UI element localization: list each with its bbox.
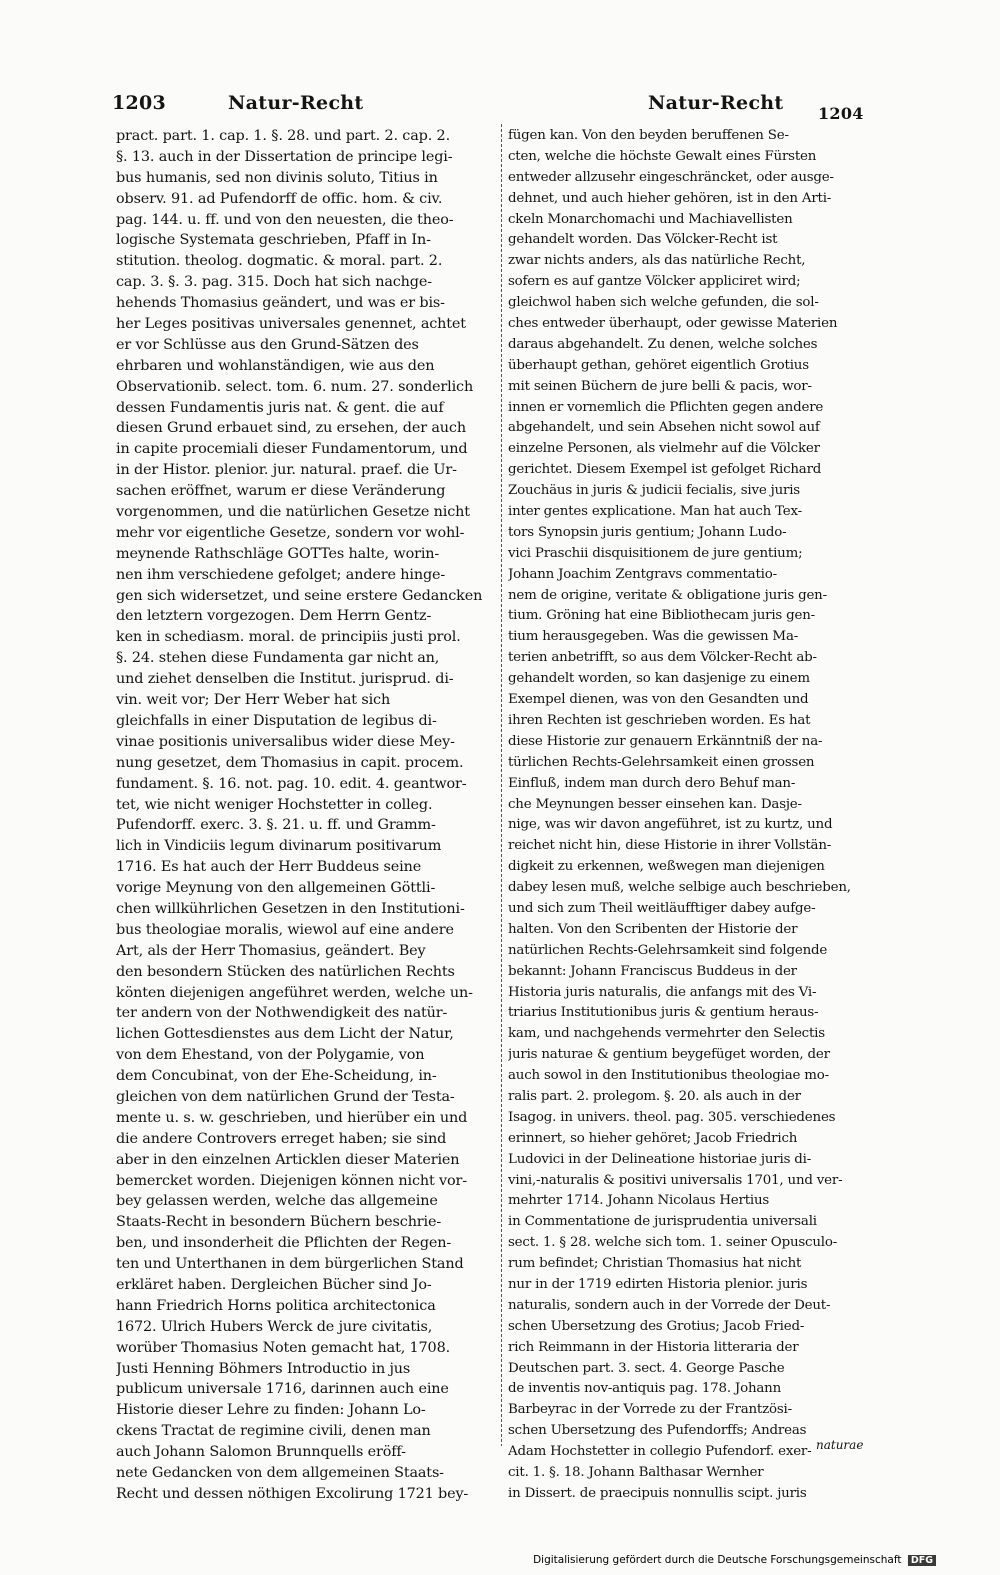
text-line: vorgenommen, und die natürlichen Gesetze nicht	[116, 504, 470, 521]
text-line: dem Concubinat, von der Ehe-Scheidung, in-	[116, 1068, 437, 1085]
text-line: de inventis nov-antiquis pag. 178. Johann	[508, 1381, 782, 1397]
text-line: observ. 91. ad Pufendorff de offic. hom. & civ.	[116, 190, 443, 207]
digitization-footer	[533, 1554, 936, 1566]
text-line: Pufendorff. exerc. 3. §. 21. u. ff. und Gramm-	[116, 817, 436, 834]
text-line: gleichen von dem natürlichen Grund der Testa-	[116, 1088, 455, 1105]
text-line: auch Johann Salomon Brunnquells eröff-	[116, 1444, 406, 1461]
text-line: könten diejenigen angeführet werden, welche un-	[116, 984, 473, 1001]
text-line: 1672. Ulrich Hubers Werck de jure civitatis,	[116, 1318, 433, 1335]
text-line: sect. 1. § 28. welche sich tom. 1. seiner Opusculo-	[508, 1235, 838, 1251]
text-line: ben, und insonderheit die Pflichten der Regen-	[116, 1235, 452, 1252]
text-line: erinnert, so hieher gehöret; Jacob Friedrich	[508, 1130, 798, 1146]
text-line: den letztern vorgezogen. Dem Herrn Gentz-	[116, 608, 432, 625]
text-line: her Leges positivas universales genennet, achtet	[116, 316, 466, 333]
text-line: gehandelt worden. Das Völcker-Recht ist	[508, 232, 778, 248]
text-line: einzelne Personen, als vielmehr auf die Völcker	[508, 441, 820, 457]
text-line: ken in schediasm. moral. de principiis justi prol.	[116, 629, 461, 646]
text-line: nete Gedancken von dem allgemeinen Staats-	[116, 1465, 444, 1481]
text-line: von dem Ehestand, von der Polygamie, von	[116, 1047, 425, 1064]
text-line: ckens Tractat de regimine civili, denen man	[116, 1423, 431, 1440]
text-line: tium. Gröning hat eine Bibliothecam juris gen-	[508, 608, 815, 624]
page-number-right: 1204	[818, 104, 864, 123]
text-line: Ludovici in der Delineatione historiae juris di-	[508, 1151, 812, 1167]
text-line: tium herausgegeben. Was die gewissen Ma-	[508, 629, 799, 645]
text-line: tet, wie nicht weniger Hochstetter in colleg.	[116, 796, 433, 813]
text-line: vinae positionis universalibus wider diese Mey-	[116, 733, 455, 750]
text-line: vini,-naturalis & positivi universalis 1701, und ver-	[508, 1172, 843, 1188]
text-line: juris naturae & gentium beygefüget worden, der	[508, 1047, 830, 1063]
text-line: rich Reimmann in der Historia litteraria der	[508, 1339, 799, 1355]
text-line: vorige Meynung von den allgemeinen Göttli-	[116, 880, 436, 897]
text-line: nung gesetzet, dem Thomasius in capit. procem.	[116, 754, 464, 771]
text-line: cap. 3. §. 3. pag. 315. Doch hat sich nachge-	[116, 274, 432, 291]
text-line: terien anbetrifft, so aus dem Völcker-Recht ab-	[508, 650, 817, 666]
text-line: mit seinen Büchern de jure belli & pacis, wor-	[508, 378, 812, 394]
text-line: entweder allzusehr eingeschräncket, oder ausge-	[508, 169, 834, 185]
text-line: vin. weit vor; Der Herr Weber hat sich	[116, 692, 391, 709]
text-line: ches entweder überhaupt, oder gewisse Materien	[508, 316, 838, 332]
text-line: schen Ubersetzung des Pufendorffs; Andreas	[508, 1423, 807, 1439]
text-line: gleichwol haben sich welche gefunden, die sol-	[508, 295, 819, 311]
text-line: daraus abgehandelt. Zu denen, welche solches	[508, 336, 818, 352]
running-head-right: Natur-Recht	[648, 92, 784, 114]
text-line: Exempel dienen, was von den Gesandten und	[508, 692, 809, 708]
text-line: Recht und dessen nöthigen Excolirung 1721 bey-	[116, 1485, 469, 1502]
text-line: kam, und nachgehends vermehrter den Selectis	[508, 1026, 825, 1042]
text-line: Historia juris naturalis, die anfangs mit des Vi-	[508, 984, 817, 1000]
text-line: gen sich widersetzet, und seine erstere Gedancken	[116, 587, 483, 604]
text-line: pract. part. 1. cap. 1. §. 28. und part. 2. cap. 2.	[116, 128, 450, 144]
text-line: nige, was wir davon angeführet, ist zu kurtz, und	[508, 817, 833, 833]
text-line: gleichfalls in einer Disputation de legibus di-	[116, 712, 437, 729]
text-line: cit. 1. §. 18. Johann Balthasar Wernher	[508, 1465, 764, 1480]
text-line: überhaupt gethan, gehöret eigentlich Grotius	[508, 357, 809, 373]
text-line: und sich zum Theil weitläufftiger dabey aufge-	[508, 900, 816, 916]
text-line: lichen Gottesdienstes aus dem Licht der Natur,	[116, 1026, 454, 1043]
text-line: gerichtet. Diesem Exempel ist gefolget Richard	[508, 462, 822, 478]
text-line: hehends Thomasius geändert, und was er bis-	[116, 295, 445, 312]
text-line: innen er vornemlich die Pflichten gegen andere	[508, 399, 824, 415]
text-line: bus theologiae moralis, wiewol auf eine andere	[116, 921, 454, 938]
text-line: stitution. theolog. dogmatic. & moral. part. 2.	[116, 253, 443, 270]
text-line: reichet nicht hin, diese Historie in ihrer Vollstän-	[508, 838, 832, 854]
text-line: auch sowol in den Institutionibus theologiae mo-	[508, 1068, 829, 1084]
column-divider	[501, 124, 502, 1446]
text-line: diese Historie zur genauern Erkänntniß der na-	[508, 733, 823, 749]
text-line: ter andern von der Nothwendigkeit des natür-	[116, 1005, 448, 1022]
text-line: triarius Institutionibus juris & gentium heraus-	[508, 1005, 819, 1021]
footer-text: Digitalisierung gefördert durch die Deutsche Forschungsgemeinschaft	[533, 1554, 902, 1566]
right-column	[508, 126, 856, 1505]
text-line: den besondern Stücken des natürlichen Rechts	[116, 963, 455, 980]
text-line: Justi Henning Böhmers Introductio in jus	[116, 1360, 411, 1377]
text-line: sachen eröffnet, warum er diese Veränderung	[116, 483, 446, 500]
text-line: bus humanis, sed non divinis soluto, Titius in	[116, 169, 438, 186]
text-line: Historie dieser Lehre zu finden: Johann Lo-	[116, 1402, 426, 1419]
text-line: in capite procemiali dieser Fundamentorum, und	[116, 441, 468, 458]
text-line: lich in Vindiciis legum divinarum positivarum	[116, 838, 442, 855]
text-line: dabey lesen muß, welche selbige auch beschrieben,	[508, 880, 851, 896]
text-line: vici Praschii disquisitionem de jure gentium;	[508, 545, 803, 561]
text-line: aber in den einzelnen Articklen dieser Materien	[116, 1151, 460, 1168]
text-line: Einfluß, indem man durch dero Behuf man-	[508, 775, 796, 791]
text-line: die andere Controvers erreget haben; sie sind	[116, 1130, 447, 1147]
text-line: und ziehet denselben die Institut. jurisprud. di-	[116, 671, 454, 688]
text-line: Zouchäus in juris & judicii fecialis, sive juris	[508, 483, 800, 499]
text-line: digkeit zu erkennen, weßwegen man diejenigen	[508, 859, 825, 875]
text-line: ten und Unterthanen in dem bürgerlichen Stand	[116, 1256, 464, 1273]
text-line: worüber Thomasius Noten gemacht hat, 1708.	[116, 1339, 450, 1356]
text-line: hann Friedrich Horns politica architectonica	[116, 1297, 436, 1314]
text-line: in der Histor. plenior. jur. natural. praef. die Ur-	[116, 462, 457, 479]
left-column	[116, 126, 498, 1505]
text-line: cten, welche die höchste Gewalt eines Fürsten	[508, 148, 817, 164]
text-line: er vor Schlüsse aus den Grund-Sätzen des	[116, 336, 419, 353]
text-line: Isagog. in univers. theol. pag. 305. verschiedenes	[508, 1109, 836, 1125]
text-line: Observationib. select. tom. 6. num. 27. sonderlich	[116, 378, 474, 395]
text-line: fügen kan. Von den beyden beruffenen Se-	[508, 128, 789, 143]
text-line: zwar nichts anders, als das natürliche Recht,	[508, 253, 806, 269]
text-line: dehnet, und auch hieher gehören, ist in den Arti-	[508, 190, 832, 206]
text-line: sofern es auf gantze Völcker appliciret wird;	[508, 274, 801, 290]
text-line: inter gentes explicatione. Man hat auch Tex-	[508, 504, 802, 520]
running-head-left: Natur-Recht	[228, 92, 364, 114]
text-line: Barbeyrac in der Vorrede zu der Frantzösi-	[508, 1402, 792, 1418]
text-line: bey gelassen werden, welche das allgemeine	[116, 1193, 438, 1210]
text-line: ralis part. 2. prolegom. §. 20. als auch in der	[508, 1088, 801, 1104]
text-line: chen willkührlichen Gesetzen in den Institutioni-	[116, 900, 465, 917]
text-line: dessen Fundamentis juris nat. & gent. die auf	[116, 399, 444, 416]
text-line: nem de origine, veritate & obligatione juris gen-	[508, 587, 827, 603]
text-line: Deutschen part. 3. sect. 4. George Pasche	[508, 1360, 785, 1376]
text-line: bemercket worden. Diejenigen können nicht vor-	[116, 1172, 467, 1189]
text-line: pag. 144. u. ff. und von den neuesten, die theo-	[116, 211, 454, 228]
text-line: tors Synopsin juris gentium; Johann Ludo-	[508, 524, 787, 540]
text-line: diesen Grund erbauet sind, zu ersehen, der auch	[116, 420, 466, 437]
text-line: 1716. Es hat auch der Herr Buddeus seine	[116, 859, 422, 876]
text-line: in Dissert. de praecipuis nonnullis scipt. juris	[508, 1485, 807, 1501]
catchword: naturae	[816, 1438, 864, 1452]
text-line: rum befindet; Christian Thomasius hat nicht	[508, 1256, 802, 1272]
text-line: mehrter 1714. Johann Nicolaus Hertius	[508, 1193, 770, 1209]
text-line: logische Systemata geschrieben, Pfaff in In-	[116, 232, 431, 249]
text-line: abgehandelt, und sein Absehen nicht sowol auf	[508, 420, 820, 436]
text-line: Staats-Recht in besondern Büchern beschrie-	[116, 1214, 442, 1231]
text-line: mente u. s. w. geschrieben, und hierüber ein und	[116, 1109, 468, 1126]
text-line: türlichen Rechts-Gelehrsamkeit einen grossen	[508, 754, 815, 770]
text-line: erkläret haben. Dergleichen Bücher sind Jo-	[116, 1276, 432, 1293]
text-line: publicum universale 1716, darinnen auch eine	[116, 1381, 449, 1398]
text-line: ehrbaren und wohlanständigen, wie aus den	[116, 357, 435, 374]
text-line: mehr vor eigentliche Gesetze, sondern vor wohl-	[116, 524, 465, 541]
text-line: halten. Von den Scribenten der Historie der	[508, 921, 798, 937]
page-number-left: 1203	[112, 92, 167, 114]
text-line: ckeln Monarchomachi und Machiavellisten	[508, 211, 793, 227]
text-line: che Meynungen besser einsehen kan. Dasje-	[508, 796, 802, 812]
text-line: bekannt: Johann Franciscus Buddeus in der	[508, 963, 797, 979]
text-line: ihren Rechten ist geschrieben worden. Es hat	[508, 712, 811, 728]
text-line: nur in der 1719 edirten Historia plenior. juris	[508, 1276, 808, 1292]
text-line: naturalis, sondern auch in der Vorrede der Deut-	[508, 1297, 831, 1313]
text-line: Adam Hochstetter in collegio Pufendorf. exer-	[508, 1444, 812, 1460]
dfg-logo: DFG	[908, 1555, 936, 1566]
text-line: meynende Rathschläge GOTTes halte, worin-	[116, 545, 440, 562]
text-line: Johann Joachim Zentgravs commentatio-	[508, 566, 777, 582]
text-line: fundament. §. 16. not. pag. 10. edit. 4. geantwor-	[116, 775, 467, 792]
text-line: natürlichen Rechts-Gelehrsamkeit sind folgende	[508, 942, 828, 958]
text-line: Art, als der Herr Thomasius, geändert. Bey	[116, 942, 426, 959]
text-line: §. 24. stehen diese Fundamenta gar nicht an,	[116, 650, 440, 667]
text-line: in Commentatione de jurisprudentia universali	[508, 1214, 817, 1230]
text-line: schen Ubersetzung des Grotius; Jacob Fried-	[508, 1318, 805, 1334]
text-line: gehandelt worden, so kan dasjenige zu einem	[508, 671, 810, 687]
text-line: §. 13. auch in der Dissertation de principe legi-	[116, 148, 453, 165]
text-line: nen ihm verschiedene gefolget; andere hinge-	[116, 566, 446, 583]
